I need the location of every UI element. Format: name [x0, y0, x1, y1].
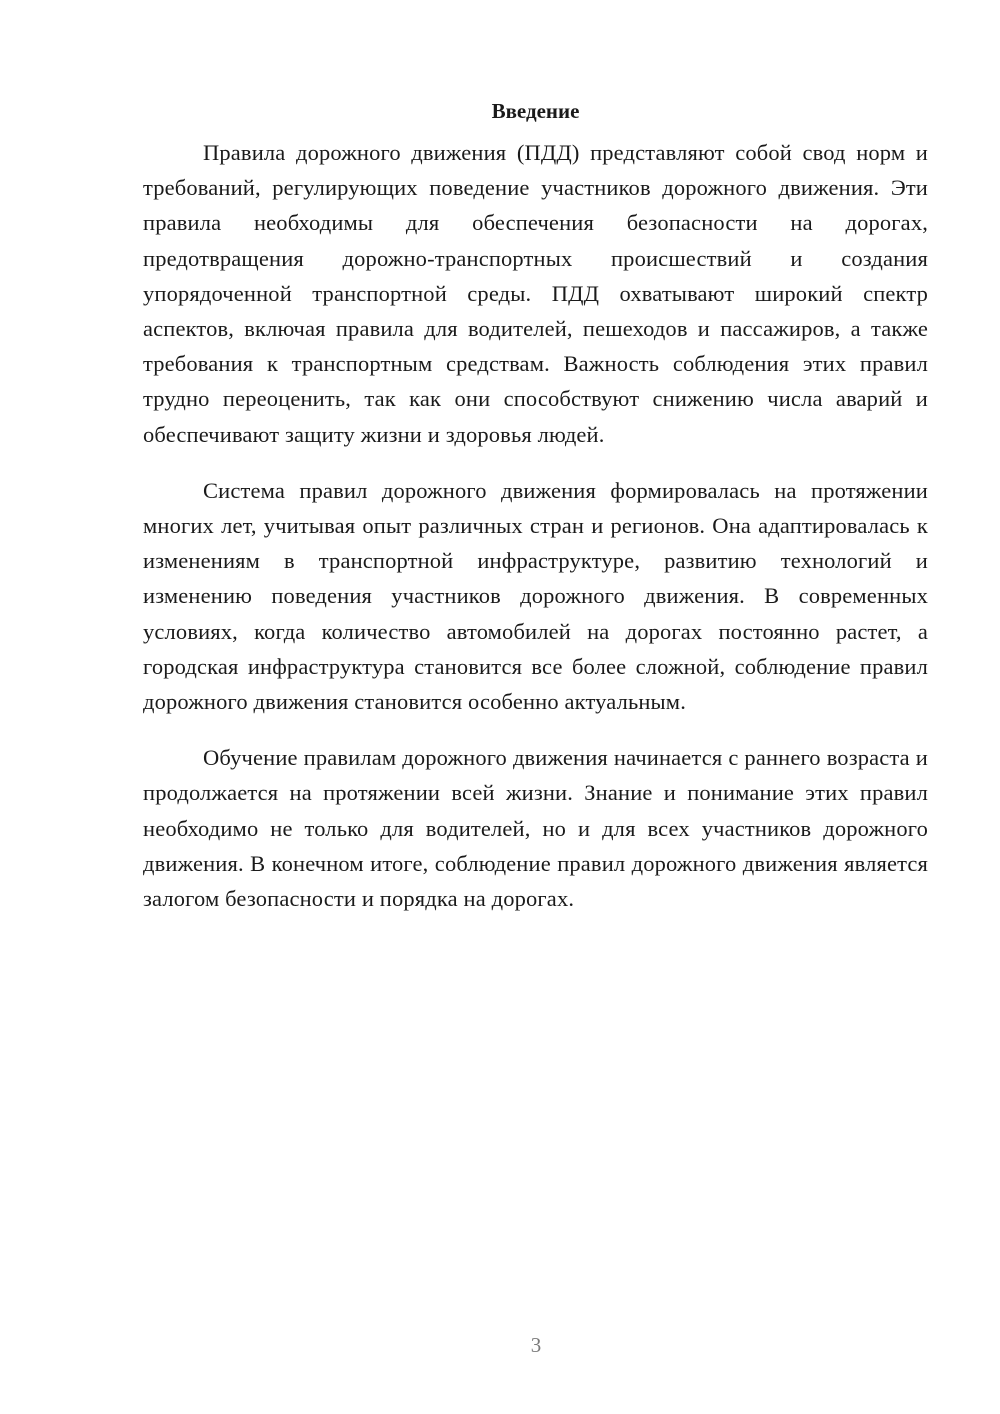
paragraph: Правила дорожного движения (ПДД) представляют собой свод норм и требований, регулирующих поведение участников дорожного движения. Эти правила необходимы для обеспечения безопасности на дорогах, предотвращения дорожно-транспортных происшествий и создания упорядоченной транспортной среды. ПДД охватывают широкий спектр аспектов, включая правила для водителей, пешеходов и пассажиров, а также требования к транспортным средствам. Важность соблюдения этих правил трудно переоценить, так как они способствуют снижению числа аварий и обеспечивают защиту жизни и здоровья людей. — [143, 140, 928, 447]
page-content — [143, 94, 928, 937]
section-heading: Введение — [491, 99, 580, 123]
paragraph: Система правил дорожного движения формировалась на протяжении многих лет, учитывая опыт различных стран и регионов. Она адаптировалась к изменениям в транспортной инфраструктуре, развитию технологий и изменению поведения участников дорожного движения. В современных условиях, когда количество автомобилей на дорогах постоянно растет, а городская инфраструктура становится все более сложной, соблюдение правил дорожного движения становится особенно актуальным. — [143, 477, 928, 715]
page-number: 3 — [530, 1333, 542, 1357]
paragraph: Обучение правилам дорожного движения начинается с раннего возраста и продолжается на протяжении всей жизни. Знание и понимание этих правил необходимо не только для водителей, но и для всех участников дорожного движения. В конечном итоге, соблюдение правил дорожного движения является залогом безопасности и порядка на дорогах. — [143, 745, 928, 912]
